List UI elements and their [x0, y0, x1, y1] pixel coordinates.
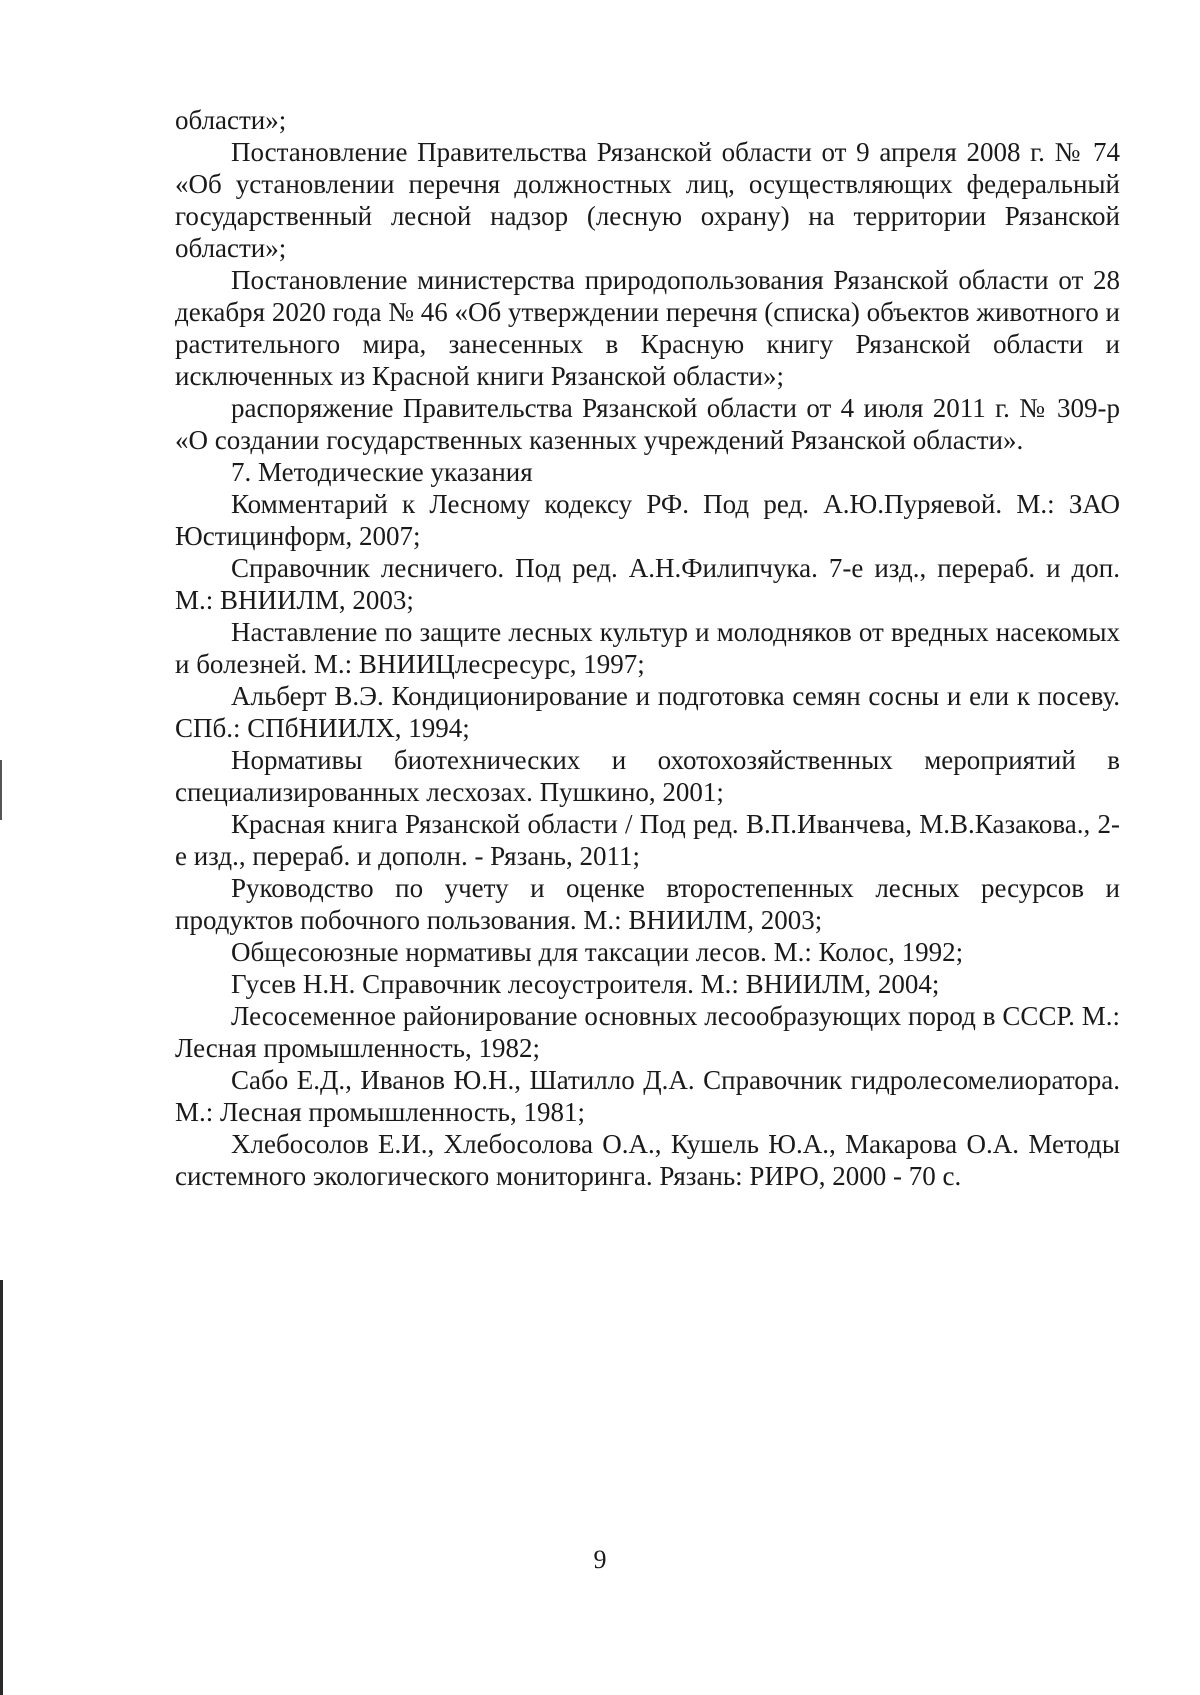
reference-item: распоряжение Правительства Рязанской области от 4 июля 2011 г. № 309-р «О создании государственных казенных учреждений Рязанской области».	[175, 393, 1120, 455]
section-heading: 7. Методические указания	[231, 457, 533, 487]
page-number: 9	[593, 1545, 607, 1574]
paragraph-continuation: области»;	[175, 105, 287, 135]
reference-item: Гусев Н.Н. Справочник лесоустроителя. М.: ВНИИЛМ, 2004;	[231, 969, 940, 999]
reference-item: Справочник лесничего. Под ред. А.Н.Филипчука. 7-е изд., перераб. и доп. М.: ВНИИЛМ, 2003;	[175, 553, 1120, 615]
reference-item: Красная книга Рязанской области / Под ред. В.П.Иванчева, М.В.Казакова., 2-е изд., перераб. и дополн. - Рязань, 2011;	[175, 809, 1120, 871]
reference-item: Альберт В.Э. Кондиционирование и подготовка семян сосны и ели к посеву. СПб.: СПбНИИЛХ, 1994;	[175, 681, 1120, 743]
scan-edge-mark	[0, 760, 2, 820]
reference-item: Общесоюзные нормативы для таксации лесов. М.: Колос, 1992;	[231, 937, 964, 967]
reference-item: Лесосеменное районирование основных лесообразующих пород в СССР. М.: Лесная промышленность, 1982;	[175, 1001, 1120, 1063]
reference-item: Наставление по защите лесных культур и молодняков от вредных насекомых и болезней. М.: ВНИИЦлесресурс, 1997;	[175, 617, 1120, 679]
reference-item: Нормативы биотехнических и охотохозяйственных мероприятий в специализированных лесхозах. Пушкино, 2001;	[175, 745, 1120, 807]
reference-item: Постановление министерства природопользования Рязанской области от 28 декабря 2020 года № 46 «Об утверждении перечня (списка) объектов животного и растительного мира, занесенных в Красную книгу Рязанской области и исключенных из Красной книги Рязанской области»;	[175, 265, 1120, 391]
document-body	[175, 104, 1120, 1192]
reference-item: Постановление Правительства Рязанской области от 9 апреля 2008 г. № 74 «Об установлении перечня должностных лиц, осуществляющих федеральный государственный лесной надзор (лесную охрану) на территории Рязанской области»;	[175, 137, 1120, 263]
scan-edge-mark	[0, 1280, 3, 1695]
reference-item: Хлебосолов Е.И., Хлебосолова О.А., Кушель Ю.А., Макарова О.А. Методы системного экологического мониторинга. Рязань: РИРО, 2000 - 70 с.	[175, 1129, 1120, 1191]
reference-item: Сабо Е.Д., Иванов Ю.Н., Шатилло Д.А. Справочник гидролесомелиоратора. М.: Лесная промышленность, 1981;	[175, 1065, 1120, 1127]
reference-item: Комментарий к Лесному кодексу РФ. Под ред. А.Ю.Пуряевой. М.: ЗАО Юстицинформ, 2007;	[175, 489, 1120, 551]
reference-item: Руководство по учету и оценке второстепенных лесных ресурсов и продуктов побочного пользования. М.: ВНИИЛМ, 2003;	[175, 873, 1120, 935]
